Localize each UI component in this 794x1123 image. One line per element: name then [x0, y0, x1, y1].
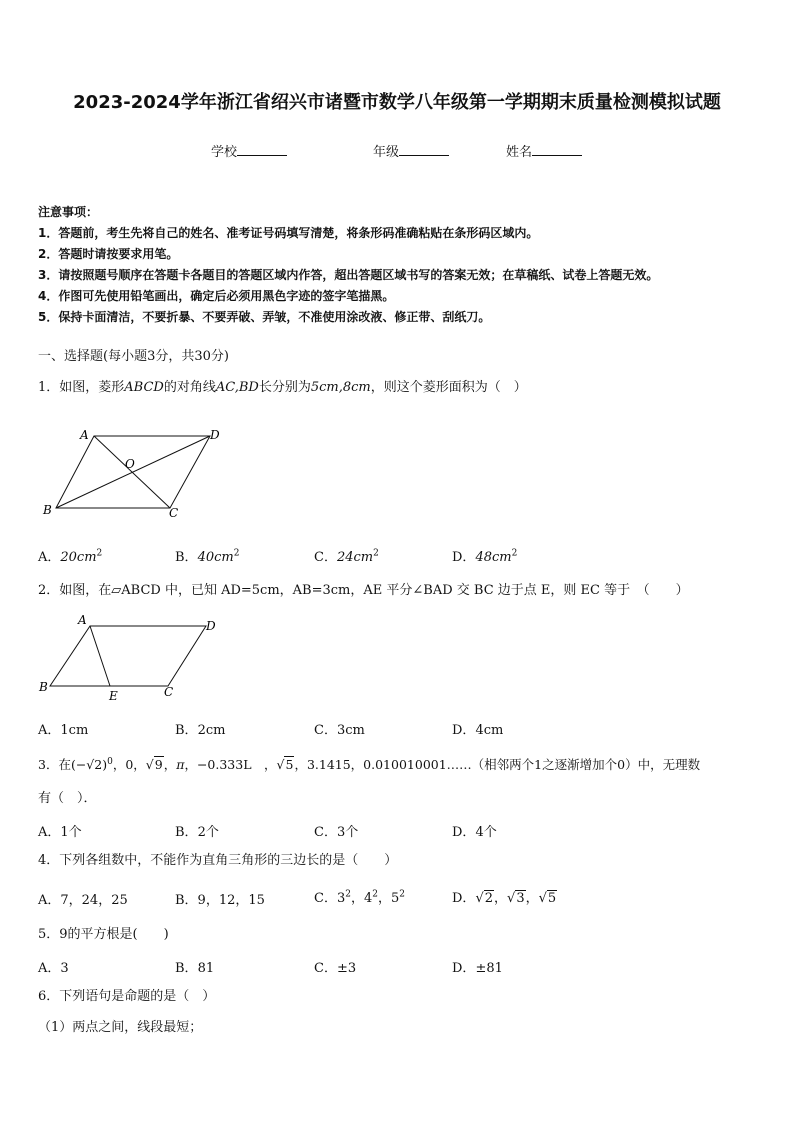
- label-o: O: [125, 457, 135, 471]
- label-d: D: [210, 428, 220, 442]
- q3-option-a[interactable]: A．1个: [38, 825, 82, 840]
- q2-option-a[interactable]: A．1cm: [38, 723, 89, 738]
- label-a: A: [80, 428, 89, 442]
- q1-option-a[interactable]: A．$20cm^2$: [38, 548, 103, 565]
- notice-item-2: 2．答题时请按要求用笔。: [38, 247, 179, 261]
- question-6-item-1: （1）两点之间，线段最短；: [38, 1020, 203, 1035]
- parallelogram-figure: [38, 610, 228, 706]
- q4-option-b[interactable]: B．9，12，15: [175, 893, 265, 908]
- label-b: B: [43, 503, 52, 517]
- notice-item-5: 5．保持卡面清洁，不要折暴、不要弄破、弄皱，不准使用涂改液、修正带、刮纸刀。: [38, 310, 491, 324]
- q1-option-c[interactable]: C．$24cm^2$: [314, 548, 379, 565]
- q5-option-a[interactable]: A．3: [38, 961, 69, 976]
- q1-option-b[interactable]: B．$40cm^2$: [175, 548, 240, 565]
- q2-option-c[interactable]: C．3cm: [314, 723, 365, 738]
- grade-label: 年级: [373, 145, 400, 160]
- label-c: C: [164, 685, 174, 699]
- q1-option-d[interactable]: D．$48cm^2$: [452, 548, 518, 565]
- notice-heading: 注意事项：: [38, 205, 99, 219]
- section-heading: 一、选择题(每小题3分，共30分): [38, 349, 229, 364]
- label-e: E: [109, 689, 118, 703]
- question-3: 3．在$(-√2)^0$，0，√9，π，−0.333L ，√5，3.1415，0.010010001……（相邻两个1之逐渐增加个0）中，无理数: [38, 757, 701, 773]
- rhombus-figure: [38, 424, 228, 520]
- school-label: 学校: [211, 145, 238, 160]
- q5-option-c[interactable]: C．±3: [314, 961, 357, 976]
- question-5: 5．9的平方根是( ): [38, 927, 169, 942]
- question-2: 2．如图，在▱ABCD 中，已知 AD=5cm，AB=3cm，AE 平分∠BAD 交 BC 边于点 E，则 EC 等于 （ ）: [38, 583, 689, 598]
- label-d: D: [206, 619, 216, 633]
- q4-option-c[interactable]: C．$3^2$，$4^2$，$5^2$: [314, 889, 406, 906]
- q5-option-d[interactable]: D．±81: [452, 961, 503, 976]
- school-field[interactable]: [211, 141, 287, 160]
- name-label: 姓名: [506, 145, 533, 160]
- q3-option-c[interactable]: C．3个: [314, 825, 359, 840]
- grade-field[interactable]: [373, 141, 449, 160]
- question-4: 4．下列各组数中，不能作为直角三角形的三边长的是（ ）: [38, 853, 398, 868]
- page-title: 2023-2024学年浙江省绍兴市诸暨市数学八年级第一学期期末质量检测模拟试题: [73, 92, 721, 113]
- q5-option-b[interactable]: B．81: [175, 961, 215, 976]
- q3-option-b[interactable]: B．2个: [175, 825, 219, 840]
- question-1: 1．如图，菱形ABCD的对角线AC,BD长分别为5cm,8cm，则这个菱形面积为（ ）: [38, 380, 527, 395]
- q2-option-d[interactable]: D．4cm: [452, 723, 504, 738]
- label-b: B: [39, 680, 48, 694]
- label-a: A: [78, 613, 87, 627]
- q2-option-b[interactable]: B．2cm: [175, 723, 226, 738]
- question-3-line2: 有（ ）．: [38, 791, 97, 806]
- name-field[interactable]: [506, 141, 582, 160]
- question-6: 6．下列语句是命题的是（ ）: [38, 989, 216, 1004]
- q4-option-a[interactable]: A．7，24，25: [38, 893, 128, 908]
- notice-item-3: 3．请按照题号顺序在答题卡各题目的答题区域内作答，超出答题区域书写的答案无效；在草稿纸、试卷上答题无效。: [38, 268, 659, 282]
- q4-option-d[interactable]: D．√2，√3，√5: [452, 891, 557, 906]
- q3-option-d[interactable]: D．4个: [452, 825, 497, 840]
- label-c: C: [169, 506, 179, 520]
- notice-item-4: 4．作图可先使用铅笔画出，确定后必须用黑色字迹的签字笔描黑。: [38, 289, 395, 303]
- notice-item-1: 1．答题前，考生先将自己的姓名、准考证号码填写清楚，将条形码准确粘贴在条形码区域内。: [38, 226, 539, 240]
